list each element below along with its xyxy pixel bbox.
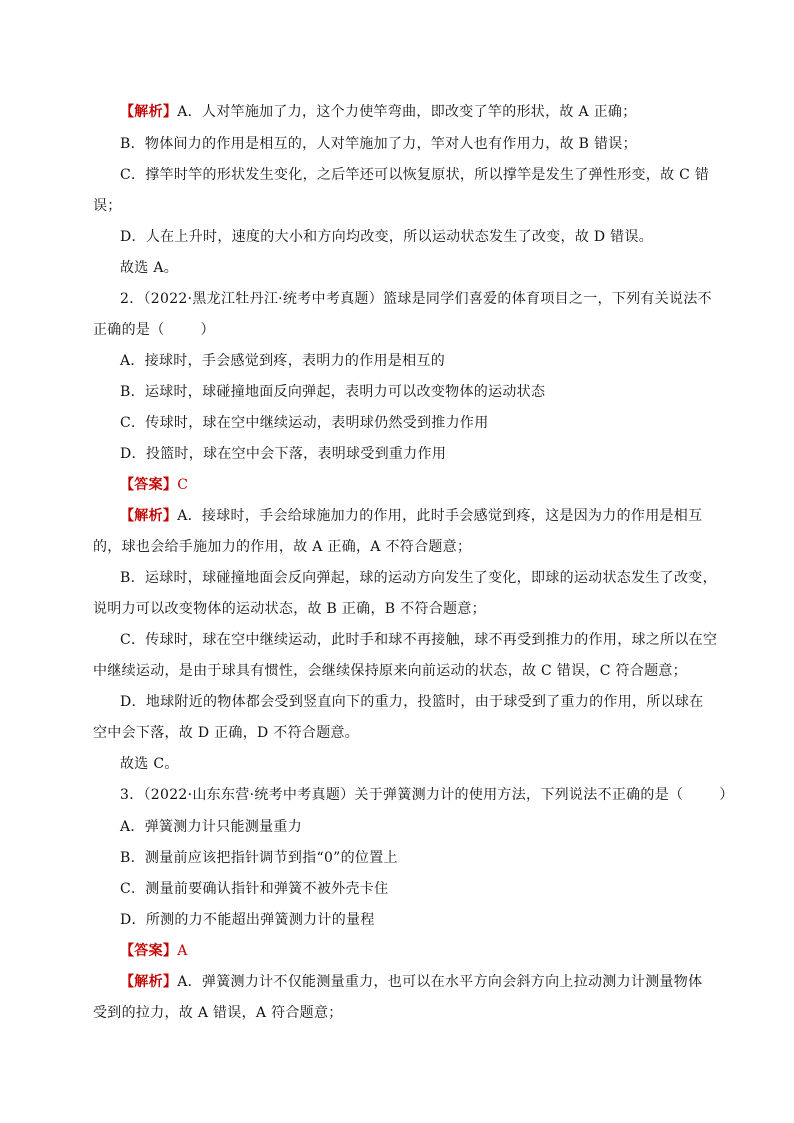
question-2-explanation-c1: C．传球时，球在空中继续运动，此时手和球不再接触，球不再受到推力的作用，球之所以在空: [120, 632, 718, 648]
question-2-conclusion: 故选 C。: [120, 756, 179, 772]
question-2-option-b: B．运球时，球碰撞地面反向弹起，表明力可以改变物体的运动状态: [120, 384, 546, 400]
answer-label: 【答案】: [120, 943, 178, 959]
explanation-1-line-c2: 误；: [93, 198, 122, 214]
answer-label: 【答案】: [120, 477, 178, 493]
question-2-explanation-b2: 说明力可以改变物体的运动状态，故 B 正确，B 不符合题意；: [93, 601, 486, 617]
explanation-1-conclusion: 故选 A。: [120, 260, 179, 276]
explanation-1-line-c1: C．撑竿时竿的形状发生变化，之后竿还可以恢复原状，所以撑竿是发生了弹性形变，故 C 错: [120, 167, 710, 183]
question-3-answer: [120, 941, 188, 961]
question-2-option-a: A．接球时，手会感觉到疼，表明力的作用是相互的: [120, 353, 446, 369]
question-2-explanation-d2: 空中会下落，故 D 正确，D 不符合题意。: [93, 725, 360, 741]
question-2-explanation-a2: 的，球也会给手施加力的作用，故 A 正确，A 不符合题意；: [93, 539, 472, 555]
question-3-explanation-a2: 受到的拉力，故 A 错误，A 符合题意；: [93, 1005, 343, 1021]
question-2-option-d: D．投篮时，球在空中会下落，表明球受到重力作用: [120, 446, 447, 462]
explanation-1-line-d: D．人在上升时，速度的大小和方向均改变，所以运动状态发生了改变，故 D 错误。: [120, 229, 654, 245]
explanation-label: 【解析】: [120, 974, 178, 990]
question-2-stem-line-1: 2．（2022·黑龙江牡丹江·统考中考真题）篮球是同学们喜爱的体育项目之一，下列有关说法不: [120, 291, 712, 307]
answer-value: A: [177, 943, 188, 959]
answer-value: C: [177, 477, 189, 493]
explanation-label: 【解析】: [120, 508, 178, 524]
question-2-explanation-a1: 【解析】A．接球时，手会给球施加力的作用，此时手会感觉到疼，这是因为力的作用是相互: [120, 508, 703, 524]
question-2-option-c: C．传球时，球在空中继续运动，表明球仍然受到推力作用: [120, 415, 489, 431]
question-3-stem: 3．（2022·山东东营·统考中考真题）关于弹簧测力计的使用方法，下列说法不正确的是（ ）: [120, 787, 734, 803]
question-2-answer: [120, 475, 188, 495]
question-2-stem-line-2: 正确的是（ ）: [93, 322, 215, 338]
question-3-option-b: B．测量前应该把指针调节到指“0”的位置上: [120, 850, 398, 866]
question-3-option-c: C．测量前要确认指针和弹簧不被外壳卡住: [120, 881, 389, 897]
question-3-explanation-a1: 【解析】A．弹簧测力计不仅能测量重力，也可以在水平方向会斜方向上拉动测力计测量物体: [120, 974, 703, 990]
explanation-label: 【解析】: [120, 104, 178, 120]
question-2-explanation-c2: 中继续运动，是由于球具有惯性，会继续保持原来向前运动的状态，故 C 错误，C 符合题意；: [93, 663, 687, 679]
question-3-option-d: D．所测的力不能超出弹簧测力计的量程: [120, 912, 375, 928]
question-2-explanation-b1: B．运球时，球碰撞地面会反向弹起，球的运动方向发生了变化，即球的运动状态发生了改变，: [120, 570, 717, 586]
explanation-1-line-a: 【解析】A．人对竿施加了力，这个力使竿弯曲，即改变了竿的形状，故 A 正确；: [120, 104, 637, 120]
question-2-explanation-d1: D．地球附近的物体都会受到竖直向下的重力，投篮时，由于球受到了重力的作用，所以球在: [120, 694, 704, 710]
explanation-1-line-b: B．物体间力的作用是相互的，人对竿施加了力，竿对人也有作用力，故 B 错误；: [120, 136, 637, 152]
question-3-option-a: A．弹簧测力计只能测量重力: [120, 819, 303, 835]
